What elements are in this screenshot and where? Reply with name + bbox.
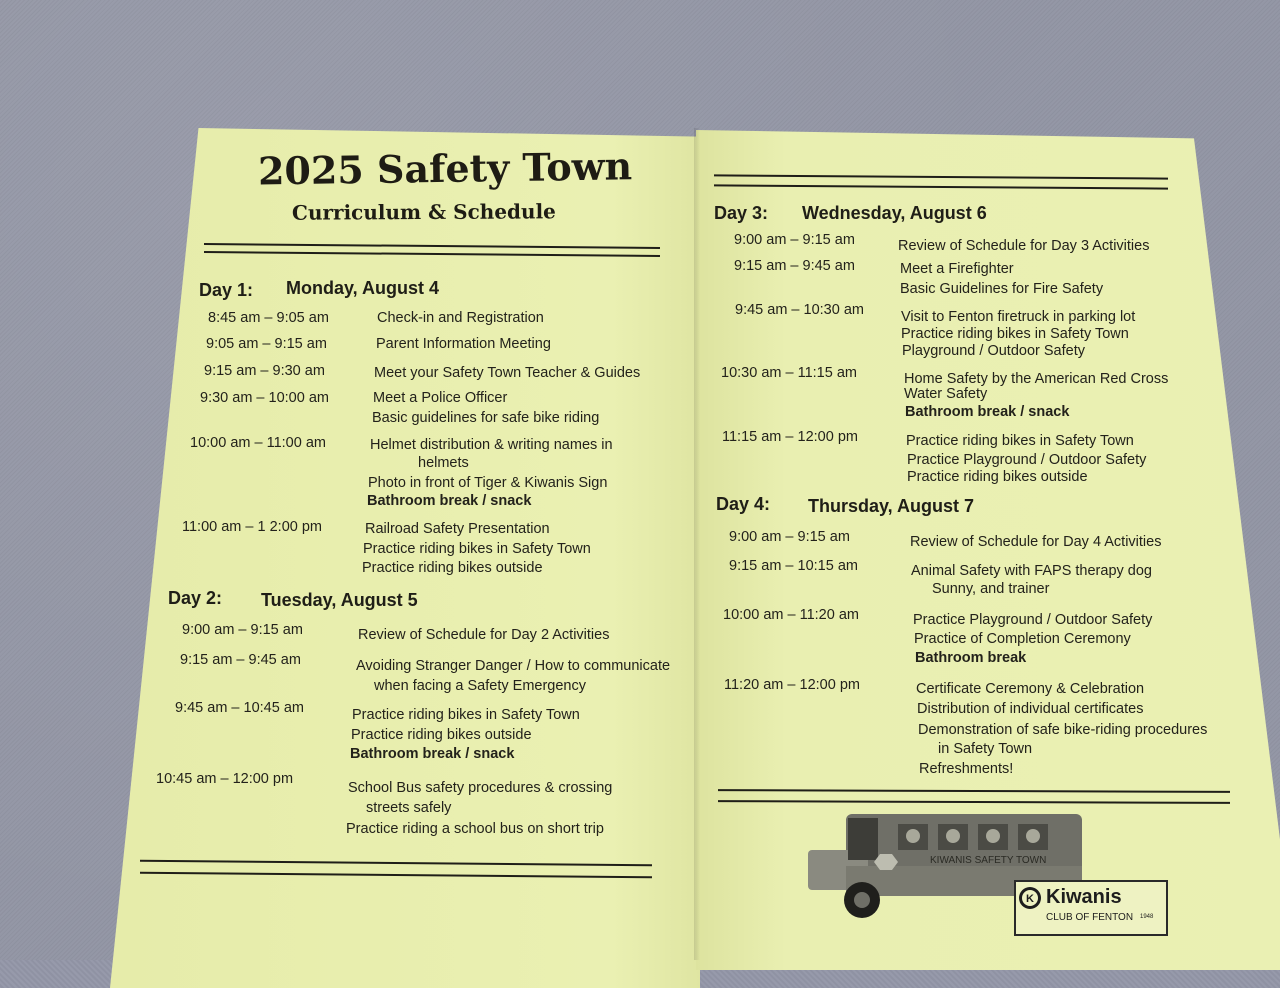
day2-activity: Practice riding bikes outside — [351, 727, 532, 743]
day1-date: Monday, August 4 — [286, 278, 439, 298]
day1-time: 11:00 am – 1 2:00 pm — [182, 519, 322, 535]
day1-activity: Practice riding bikes outside — [362, 560, 543, 576]
day2-break: Bathroom break / snack — [350, 746, 515, 762]
page-subtitle: Curriculum & Schedule — [291, 199, 556, 225]
day4-label: Day 4: — [716, 494, 771, 514]
day4-activity: Practice Playground / Outdoor Safety — [913, 612, 1153, 628]
day1-time: 8:45 am – 9:05 am — [208, 310, 329, 326]
day4-date: Thursday, August 7 — [808, 496, 975, 516]
day2-time: 9:45 am – 10:45 am — [175, 700, 304, 716]
day2-activity: School Bus safety procedures & crossing — [348, 780, 613, 796]
day3-activity: Practice riding bikes in Safety Town — [906, 433, 1134, 449]
day2-time: 10:45 am – 12:00 pm — [156, 771, 294, 787]
day2-label: Day 2: — [168, 588, 223, 608]
day3-date: Wednesday, August 6 — [802, 203, 987, 223]
day4-activity: Review of Schedule for Day 4 Activities — [910, 534, 1162, 550]
day2-date: Tuesday, August 5 — [261, 590, 418, 610]
day2-activity: Avoiding Stranger Danger / How to communicate — [356, 658, 671, 674]
day4-time: 9:15 am – 10:15 am — [729, 558, 858, 574]
day1-break: Bathroom break / snack — [367, 493, 532, 509]
day3-activity: Visit to Fenton firetruck in parking lot — [901, 309, 1136, 325]
day3-activity: Home Safety by the American Red Cross — [904, 371, 1169, 387]
day1-label: Day 1: — [199, 280, 254, 300]
day3-time: 11:15 am – 12:00 pm — [722, 429, 858, 445]
day4-break: Bathroom break — [915, 650, 1027, 666]
day4-time: 10:00 am – 11:20 am — [723, 607, 859, 623]
day3-time: 9:45 am – 10:30 am — [735, 302, 864, 318]
day1-activity: Meet a Police Officer — [373, 390, 508, 406]
day3-time: 9:15 am – 9:45 am — [734, 258, 855, 274]
bus-banner-text: KIWANIS SAFETY TOWN — [930, 855, 1047, 866]
day1-time: 9:05 am – 9:15 am — [206, 336, 327, 352]
day2-activity: streets safely — [366, 800, 452, 816]
left-page — [110, 128, 700, 988]
day1-activity: Railroad Safety Presentation — [365, 521, 550, 537]
day1-activity: Parent Information Meeting — [376, 336, 551, 352]
day2-activity: when facing a Safety Emergency — [374, 678, 586, 694]
kiwanis-club: CLUB OF FENTON — [1046, 912, 1134, 923]
kiwanis-emblem-icon — [1018, 886, 1042, 910]
day3-activity: Practice riding bikes outside — [907, 469, 1088, 485]
day3-activity: Playground / Outdoor Safety — [902, 343, 1085, 359]
day2-activity: Review of Schedule for Day 2 Activities — [358, 627, 610, 643]
day4-activity: Distribution of individual certificates — [917, 701, 1144, 717]
day2-time: 9:15 am – 9:45 am — [180, 652, 301, 668]
day1-activity: Helmet distribution & writing names in — [370, 437, 613, 453]
day2-activity: Practice riding bikes in Safety Town — [352, 707, 580, 723]
day3-label: Day 3: — [714, 203, 769, 223]
kiwanis-year: 1948 — [1140, 914, 1154, 920]
day3-activity: Practice Playground / Outdoor Safety — [907, 452, 1147, 468]
day3-break: Bathroom break / snack — [905, 404, 1070, 420]
day3-activity: Meet a Firefighter — [900, 261, 1014, 277]
day1-time: 9:15 am – 9:30 am — [204, 363, 325, 379]
day1-activity: Basic guidelines for safe bike riding — [372, 410, 600, 426]
day1-activity: Meet your Safety Town Teacher & Guides — [374, 365, 641, 381]
day2-time: 9:00 am – 9:15 am — [182, 622, 303, 638]
day4-time: 9:00 am – 9:15 am — [729, 529, 850, 545]
day1-time: 10:00 am – 11:00 am — [190, 435, 326, 451]
day4-activity: in Safety Town — [938, 741, 1033, 757]
day1-activity: Practice riding bikes in Safety Town — [363, 541, 591, 557]
svg-text:K: K — [1026, 893, 1034, 905]
day4-activity: Sunny, and trainer — [932, 581, 1050, 597]
day4-time: 11:20 am – 12:00 pm — [724, 677, 860, 693]
day1-activity: helmets — [418, 455, 469, 471]
day4-activity: Refreshments! — [919, 761, 1014, 777]
day1-time: 9:30 am – 10:00 am — [200, 390, 329, 406]
day1-activity: Photo in front of Tiger & Kiwanis Sign — [368, 475, 608, 491]
day3-activity: Practice riding bikes in Safety Town — [901, 326, 1129, 342]
day1-activity: Check-in and Registration — [377, 310, 544, 326]
day4-activity: Certificate Ceremony & Celebration — [916, 681, 1145, 697]
day2-activity: Practice riding a school bus on short trip — [346, 821, 604, 837]
day3-time: 9:00 am – 9:15 am — [734, 232, 855, 248]
day4-activity: Animal Safety with FAPS therapy dog — [911, 563, 1152, 579]
day3-time: 10:30 am – 11:15 am — [721, 365, 857, 381]
day4-activity: Practice of Completion Ceremony — [914, 631, 1131, 647]
day4-activity: Demonstration of safe bike-riding procedures — [918, 722, 1208, 738]
booklet-spine — [694, 128, 700, 960]
day3-activity: Water Safety — [904, 386, 988, 402]
page-title: 2025 Safety Town — [257, 143, 633, 194]
kiwanis-brand: Kiwanis — [1046, 886, 1122, 908]
day3-activity: Review of Schedule for Day 3 Activities — [898, 238, 1150, 254]
day3-activity: Basic Guidelines for Fire Safety — [900, 281, 1104, 297]
